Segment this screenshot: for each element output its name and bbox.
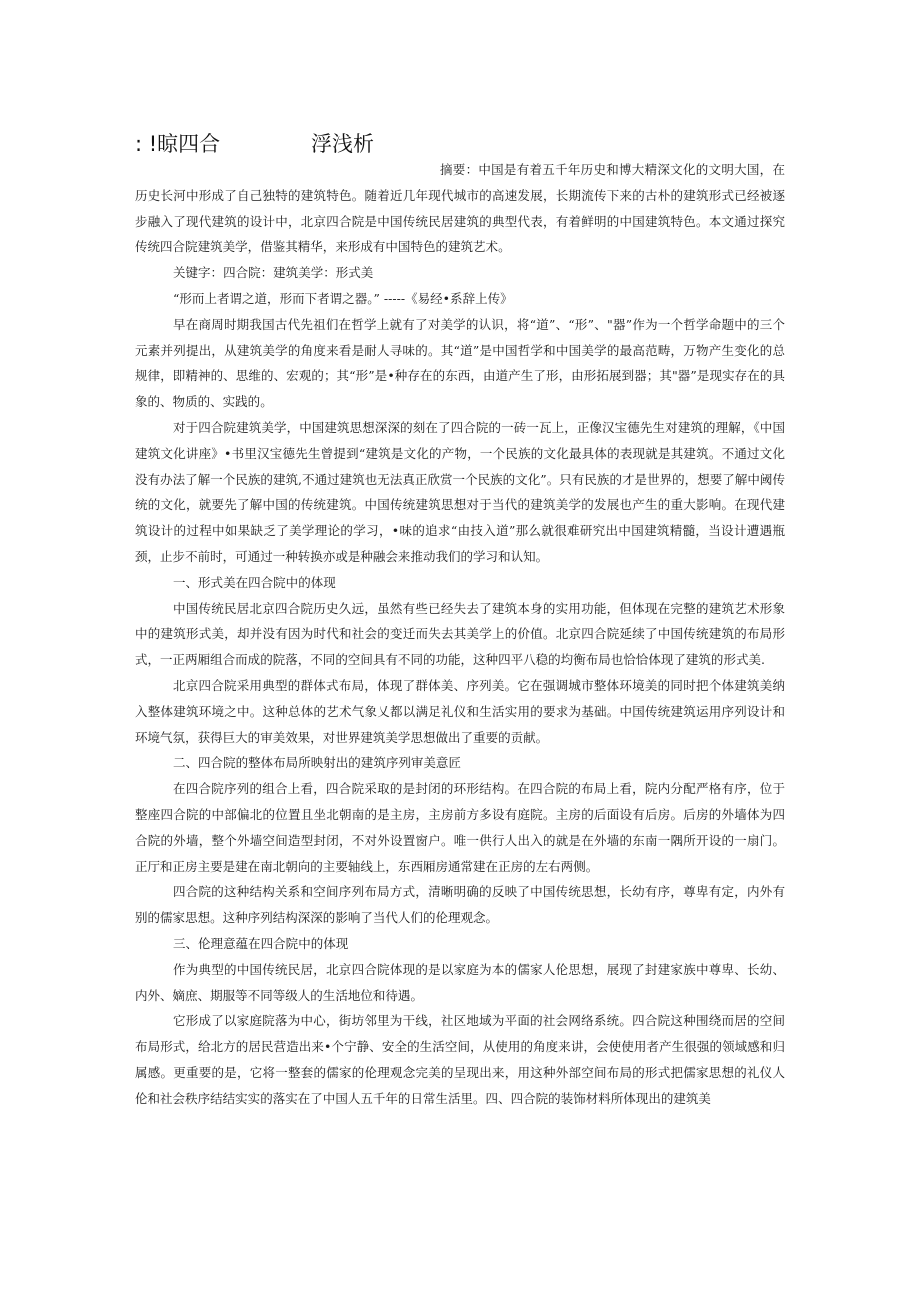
title-part-right: 浮浅析 (311, 132, 374, 156)
body-paragraph: 作为典型的中国传统民居，北京四合院体现的是以家庭为本的儒家人伦思想，展现了封建家族中尊卑、长幼、内外、嫡庶、期服等不同等级人的生活地位和待遇。 (135, 961, 785, 1003)
body-paragraph: 早在商周时期我国古代先祖们在哲学上就有了对美学的认识，将“道”、“形”、"器”作为一个哲学命题中的三个元素并列提出，从建筑美学的角度来看是耐人寻味的。其“道”是中国哲学和中国美学的最高范畴，万物产生变化的总规律，即精神的、思维的、宏观的；其“形”是•种存在的东西，由道产生了形，由形拓展到器；其"器”是现实存在的具象的、物质的、实践的。 (135, 316, 785, 410)
epigraph-quote: “形而上者谓之道，形而下者谓之器。” -----《易经•系辞上传》 (173, 290, 513, 306)
abstract-paragraph: 摘要：中国是有着五千年历史和博大精深文化的文明大国，在历史长河中形成了自己独特的建筑特色。随着近几年现代城市的高速发展，长期流传下来的古朴的建筑形式已经被逐步融入了现代建筑的设计中，北京四合院是中国传统民居建筑的典型代表，有着鲜明的中国建筑特色。本文通过探究传统四合院建筑美学，借鉴其精华，来形成有中国特色的建筑艺术。 (135, 162, 785, 255)
body-paragraph: 中国传统民居北京四合院历史久远，虽然有些已经失去了建筑本身的实用功能，但体现在完整的建筑艺术形象中的建筑形式美，却并没有因为时代和社会的变迁而失去其美学上的价值。北京四合院延续了中国传统建筑的布局形式，一正两厢组合而成的院落，不同的空间具有不同的功能，这种四平八稳的均衡布局也恰恰体现了建筑的形式美. (135, 600, 785, 668)
body-paragraph: 它形成了以家庭院落为中心，街坊邻里为干线，社区地域为平面的社会网络系统。四合院这种围绕而居的空间布局形式，给北方的居民营造出来•个宁静、安全的生活空间，从使用的角度来讲，会使使用者产生很强的领域感和归属感。更重要的是，它将一整套的儒家的伦理观念完美的呈现出来，用这种外部空间布局的形式把儒家思想的礼仪人伦和社会秩序结结实实的落实在了中国人五千年的日常生活里。四、四合院的装饰材料所体现出的建筑美 (135, 1013, 785, 1106)
section-heading: 一、形式美在四合院中的体现 (173, 574, 336, 590)
title-part-left: : !晾四合 (135, 132, 221, 156)
body-paragraph: 北京四合院采用典型的群体式布局，体现了群体美、序列美。它在强调城市整体环境美的同时把个体建筑美纳入整体建筑环境之中。这种总体的艺术气象乂都以满足礼仪和生活实用的要求为基础。中国传统建筑运用序列设计和环境气氛，获得巨大的审美效果，对世界建筑美学思想做出了重要的贡献。 (135, 677, 785, 745)
section-heading: 三、伦理意蕴在四合院中的体现 (173, 935, 349, 951)
section-heading: 二、四合院的整体布局所映射出的建筑序列审美意匠 (173, 755, 461, 771)
body-paragraph: 对于四合院建筑美学，中国建筑思想深深的刻在了四合院的一砖一瓦上，正像汉宝德先生对建筑的理解，《中国建筑文化讲座》•书里汉宝德先生曾提到“建筑是文化的产物，一个民族的文化最具体的表现就是其建筑。不通过文化没有办法了解一个民族的建筑,不通过建筑也无法真正欣赏一个民族的文化”。只有民族的才是世界的，想要了解中阈传统的文化，就要先了解中国的传统建筑。中国传统建筑思想对于当代的建筑美学的发展也产生的重大影响。在现代建筑设计的过程中如果缺乏了美学理论的学习，•味的追求“由技入道”那么就很难研究出中国建筑精髓，当设计遭遇瓶颈，止步不前时，可通过一种转换亦或是种融会来推动我们的学习和认知。 (135, 419, 785, 564)
document-body (135, 157, 785, 1111)
body-paragraph: 在四合院序列的组合上看，四合院采取的是封闭的环形结构。在四合院的布局上看，院内分配严格有序，位于整座四合院的中部偏北的位置且坐北朝南的是主房，主房前方多设有庭院。主房的后面设有后房。后房的外墙体为四合院的外墙，整个外墙空间造型封闭，不对外设置窗户。唯一供行人出入的就是在外墙的东南一隅所开设的一扇门。正厅和正房主要是建在南北朝向的主要轴线上，东西厢房通常建在正房的左右两侧。 (135, 781, 785, 874)
body-paragraph: 四合院的这种结构关系和空间序列布局方式，清晰明确的反映了中国传统思想，长幼有序，尊卑有定，内外有别的儒家思想。这种序列结构深深的影响了当代人们的伦理观念。 (135, 884, 785, 926)
keywords-line: 关键字：四合院：建筑美学：形式美 (173, 265, 374, 281)
